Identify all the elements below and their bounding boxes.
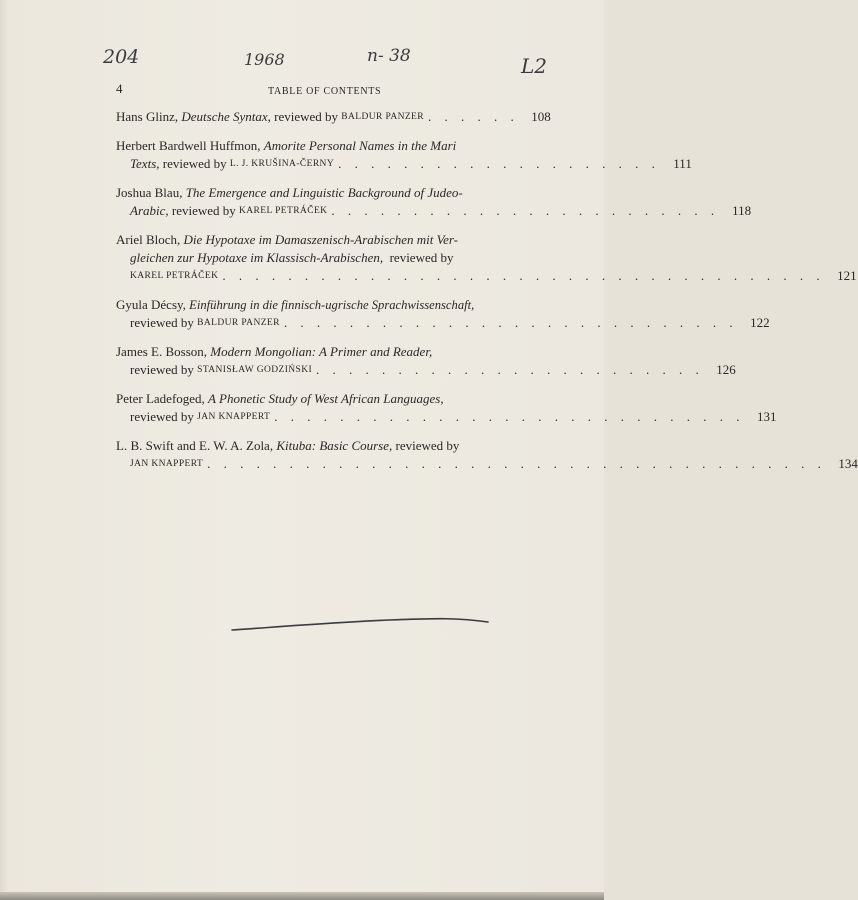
entry-title-continued: Texts, xyxy=(130,156,160,171)
entry-author: Gyula Décsy, xyxy=(116,297,186,312)
entry-page: 126 xyxy=(716,362,736,377)
leader-dots: . . . . . . . . . . . . . . . . . . . . . . . . . . . . . xyxy=(274,409,745,424)
entry-reviewed-by: reviewed by xyxy=(171,203,236,218)
handwritten-note-left: 204 xyxy=(103,46,140,68)
leader-dots: . . . . . . . . . . . . . . . . . . . . . . . . xyxy=(331,203,720,218)
entry-page: 122 xyxy=(750,315,770,330)
entry-reviewed-by: reviewed by xyxy=(130,315,194,330)
entry-page: 121 xyxy=(837,268,857,283)
entry-title: Amorite Personal Names in the Mari xyxy=(263,138,457,153)
entry-author: Hans Glinz, xyxy=(116,109,179,124)
leader-dots: . . . . . . . . . . . . . . . . . . . . . . . . xyxy=(316,362,704,377)
handwritten-year: 1968 xyxy=(244,50,285,69)
handwritten-note-right: L2 xyxy=(521,54,548,78)
toc-entry xyxy=(116,108,551,126)
entry-author: Joshua Blau, xyxy=(116,185,183,200)
leader-dots: . . . . . . xyxy=(428,109,519,124)
entry-author: Ariel Bloch, xyxy=(116,232,181,247)
entry-reviewer: KAREL PETRÁČEK xyxy=(239,206,328,216)
page-bottom-edge xyxy=(0,892,604,900)
entry-reviewer: JAN KNAPPERT xyxy=(197,412,271,422)
entry-title: Die Hypotaxe im Damaszenisch-Arabischen mit Ver- xyxy=(183,232,459,247)
entry-page: 118 xyxy=(732,203,752,218)
entry-title: Modern Mongolian: A Primer and Reader, xyxy=(210,344,433,359)
entry-reviewer: BALDUR PANZER xyxy=(341,112,424,122)
entry-author: James E. Bosson, xyxy=(116,344,207,359)
toc-entry xyxy=(116,343,736,379)
entry-reviewer: L. J. KRUŠINA-ČERNY xyxy=(229,159,335,169)
toc-entry xyxy=(116,296,770,332)
entry-reviewed-by: reviewed by xyxy=(274,109,339,124)
handwritten-number: n- 38 xyxy=(367,46,411,66)
page-title: TABLE OF CONTENTS xyxy=(268,86,382,97)
entry-page: 134 xyxy=(838,456,858,471)
entry-page: 131 xyxy=(757,409,777,424)
table-of-contents xyxy=(116,108,858,484)
leader-dots: . . . . . . . . . . . . . . . . . . . . . . . . . . . . . . . . . . . . . xyxy=(222,268,825,283)
entry-reviewed-by: reviewed by xyxy=(389,250,454,265)
entry-reviewer: KAREL PETRÁČEK xyxy=(130,271,219,281)
toc-entry xyxy=(116,231,857,285)
entry-reviewed-by: reviewed by xyxy=(162,156,227,171)
entry-reviewed-by: reviewed by xyxy=(130,409,194,424)
entry-author: L. B. Swift and E. W. A. Zola, xyxy=(116,438,274,453)
entry-title: The Emergence and Linguistic Background of Judeo- xyxy=(185,185,463,200)
entry-reviewer: JAN KNAPPERT xyxy=(130,459,204,469)
entry-title: A Phonetic Study of West African Languages, xyxy=(208,391,444,406)
entry-title-continued: gleichen zur Hypotaxe im Klassisch-Arabischen, xyxy=(130,250,384,265)
pencil-stroke xyxy=(230,612,490,636)
entry-author: Peter Ladefoged, xyxy=(116,391,205,406)
toc-entry xyxy=(116,437,858,473)
leader-dots: . . . . . . . . . . . . . . . . . . . . xyxy=(338,156,660,171)
toc-entry xyxy=(116,390,777,426)
page-number: 4 xyxy=(116,81,123,96)
entry-author: Herbert Bardwell Huffmon, xyxy=(116,138,261,153)
entry-title: Deutsche Syntax, xyxy=(181,109,271,124)
entry-reviewed-by: reviewed by xyxy=(395,438,460,453)
entry-reviewer: STANISŁAW GODZIŃSKI xyxy=(197,365,313,375)
entry-title-continued: Arabic, xyxy=(130,203,169,218)
leader-dots: . . . . . . . . . . . . . . . . . . . . . . . . . . . . xyxy=(283,315,738,330)
entry-title: Kituba: Basic Course, xyxy=(276,438,393,453)
toc-entry xyxy=(116,137,692,173)
leader-dots: . . . . . . . . . . . . . . . . . . . . . . . . . . . . . . . . . . . . . . xyxy=(207,456,826,471)
entry-reviewer: BALDUR PANZER xyxy=(197,318,280,328)
entry-title: Einführung in die finnisch-ugrische Sprachwissenschaft, xyxy=(189,298,475,312)
entry-page: 111 xyxy=(673,156,692,171)
entry-page: 108 xyxy=(531,109,551,124)
entry-reviewed-by: reviewed by xyxy=(130,362,194,377)
toc-entry xyxy=(116,184,752,220)
